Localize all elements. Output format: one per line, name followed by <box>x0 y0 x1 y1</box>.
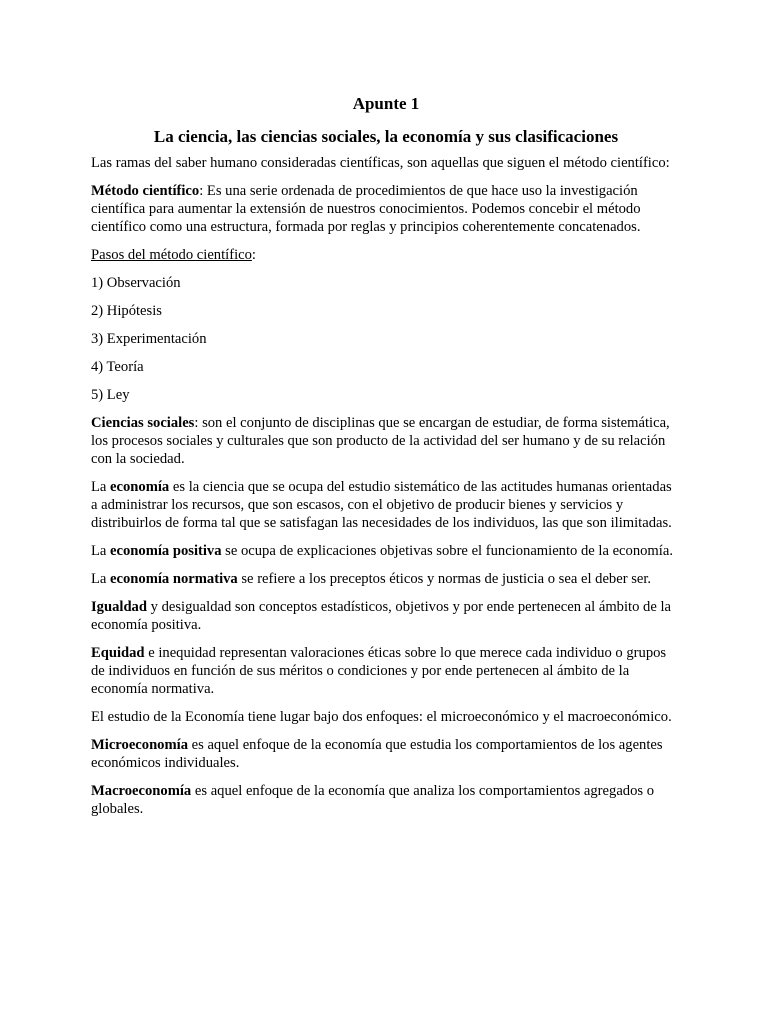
macro-term: Macroeconomía <box>91 783 192 799</box>
economia-text: es la ciencia que se ocupa del estudio sistemático de las actitudes humanas orientadas a administrar los recursos, que son escasos, con el objetivo de producir bienes y servicios y distribuirlos de forma tal que se satisfagan las necesidades de los individuos, las que son ilimitadas. <box>91 479 672 531</box>
macro-paragraph <box>91 782 681 818</box>
economia-pre: La <box>91 479 111 495</box>
normativa-paragraph <box>91 570 681 588</box>
igualdad-term: Igualdad <box>91 599 147 615</box>
paso-item: 1) Observación <box>91 275 181 291</box>
igualdad-paragraph <box>91 598 681 634</box>
enfoques-paragraph: El estudio de la Economía tiene lugar bajo dos enfoques: el microeconómico y el macroeconómico. <box>91 709 672 725</box>
igualdad-text: y desigualdad son conceptos estadísticos, objetivos y por ende pertenecen al ámbito de la economía positiva. <box>91 599 671 633</box>
paso-item: 2) Hipótesis <box>91 303 162 319</box>
economia-paragraph <box>91 478 681 532</box>
positiva-text: se ocupa de explicaciones objetivas sobre el funcionamiento de la economía. <box>221 543 673 559</box>
metodo-text: : Es una serie ordenada de procedimientos de que hace uso la investigación científica para aumentar la extensión de nuestros conocimientos. Podemos concebir el método científico como una estructura, formada por reglas y principios coherentemente concatenados. <box>91 183 641 235</box>
equidad-text: e inequidad representan valoraciones éticas sobre lo que merece cada individuo o grupos de individuos en función de sus méritos o condiciones y por ende pertenecen al ámbito de la economía normativa. <box>91 645 667 697</box>
equidad-term: Equidad <box>91 645 145 661</box>
normativa-term: economía normativa <box>110 571 238 587</box>
metodo-term: Método científico <box>91 183 200 199</box>
ciencias-sociales-text: : son el conjunto de disciplinas que se encargan de estudiar, de forma sistemática, los procesos sociales y culturales que son producto de la actividad del ser humano y de su relación con la sociedad. <box>91 415 670 467</box>
pasos-heading-label: Pasos del método científico <box>91 247 252 263</box>
normativa-text: se refiere a los preceptos éticos y normas de justicia o sea el deber ser. <box>237 571 652 587</box>
ciencias-sociales-term: Ciencias sociales <box>91 415 195 431</box>
paso-item: 3) Experimentación <box>91 331 207 347</box>
pasos-heading-colon: : <box>251 247 256 263</box>
document-subtitle: La ciencia, las ciencias sociales, la economía y sus clasificaciones <box>153 127 619 146</box>
positiva-term: economía positiva <box>110 543 222 559</box>
paso-item: 4) Teoría <box>91 359 144 375</box>
document-body <box>91 92 681 828</box>
micro-term: Microeconomía <box>91 737 188 753</box>
intro-paragraph: Las ramas del saber humano consideradas científicas, son aquellas que siguen el método científico: <box>91 155 670 171</box>
metodo-paragraph <box>91 182 681 236</box>
document-title: Apunte 1 <box>352 94 420 113</box>
positiva-pre: La <box>91 543 111 559</box>
pasos-heading <box>91 246 681 264</box>
positiva-paragraph <box>91 542 681 560</box>
micro-text: es aquel enfoque de la economía que estudia los comportamientos de los agentes económicos individuales. <box>91 737 663 771</box>
macro-text: es aquel enfoque de la economía que analiza los comportamientos agregados o globales. <box>91 783 655 817</box>
paso-item: 5) Ley <box>91 387 130 403</box>
ciencias-sociales-paragraph <box>91 414 681 468</box>
micro-paragraph <box>91 736 681 772</box>
normativa-pre: La <box>91 571 111 587</box>
economia-term: economía <box>110 479 170 495</box>
equidad-paragraph <box>91 644 681 698</box>
